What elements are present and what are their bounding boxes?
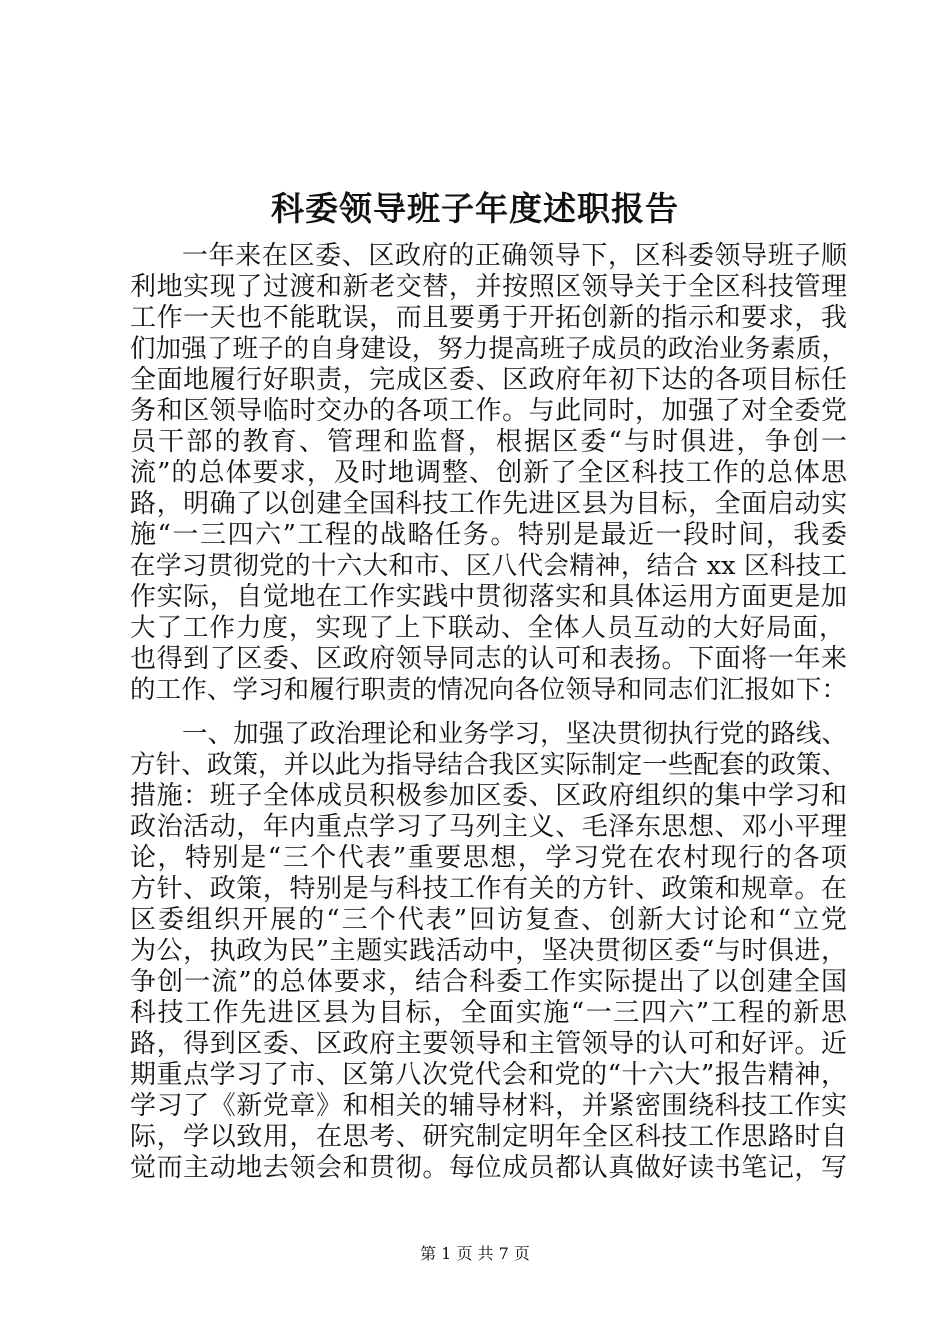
text-line: 方针、政策，并以此为指导结合我区实际制定一些配套的政策、 bbox=[130, 750, 847, 780]
text-line: 学习了《新党章》和相关的辅导材料，并紧密围绕科技工作实 bbox=[130, 1091, 847, 1121]
text-line: 的工作、学习和履行职责的情况向各位领导和同志们汇报如下： bbox=[130, 675, 847, 705]
document-title: 科委领导班子年度述职报告 bbox=[271, 189, 679, 228]
text-line: 措施：班子全体成员积极参加区委、区政府组织的集中学习和 bbox=[130, 781, 847, 811]
text-line: 在学习贯彻党的十六大和市、区八代会精神，结合 xx 区科技工 bbox=[130, 551, 847, 581]
text-line: 一年来在区委、区政府的正确领导下，区科委领导班子顺 bbox=[182, 241, 847, 271]
text-line: 工作一天也不能耽误，而且要勇于开拓创新的指示和要求，我 bbox=[130, 303, 847, 333]
text-line: 期重点学习了市、区第八次党代会和党的“十六大”报告精神， bbox=[130, 1060, 847, 1090]
text-line: 路，得到区委、区政府主要领导和主管领导的认可和好评。近 bbox=[130, 1029, 847, 1059]
text-line: 们加强了班子的自身建设，努力提高班子成员的政治业务素质， bbox=[130, 334, 847, 364]
text-line: 也得到了区委、区政府领导同志的认可和表扬。下面将一年来 bbox=[130, 644, 847, 674]
text-line: 论，特别是“三个代表”重要思想，学习党在农村现行的各项 bbox=[130, 843, 847, 873]
text-line: 利地实现了过渡和新老交替，并按照区领导关于全区科技管理 bbox=[130, 272, 847, 302]
text-line: 施“一三四六”工程的战略任务。特别是最近一段时间，我委 bbox=[130, 520, 847, 550]
text-line: 流”的总体要求，及时地调整、创新了全区科技工作的总体思 bbox=[130, 458, 847, 488]
text-line: 觉而主动地去领会和贯彻。每位成员都认真做好读书笔记，写 bbox=[130, 1153, 847, 1183]
text-line: 方针、政策，特别是与科技工作有关的方针、政策和规章。在 bbox=[130, 874, 847, 904]
text-line: 科技工作先进区县为目标，全面实施“一三四六”工程的新思 bbox=[130, 998, 847, 1028]
text-line: 大了工作力度，实现了上下联动、全体人员互动的大好局面， bbox=[130, 613, 846, 643]
text-line: 员干部的教育、管理和监督，根据区委“与时俱进，争创一 bbox=[130, 427, 847, 457]
text-line: 区委组织开展的“三个代表”回访复查、创新大讨论和“立党 bbox=[130, 905, 847, 935]
text-line: 务和区领导临时交办的各项工作。与此同时，加强了对全委党 bbox=[130, 396, 847, 426]
text-line: 政治活动，年内重点学习了马列主义、毛泽东思想、邓小平理 bbox=[130, 812, 847, 842]
text-line: 一、加强了政治理论和业务学习，坚决贯彻执行党的路线、 bbox=[182, 719, 847, 749]
text-line: 际，学以致用，在思考、研究制定明年全区科技工作思路时自 bbox=[130, 1122, 847, 1152]
page-number: 第 1 页 共 7 页 bbox=[420, 1244, 530, 1263]
text-line: 为公，执政为民”主题实践活动中，坚决贯彻区委“与时俱进， bbox=[130, 936, 847, 966]
text-line: 争创一流”的总体要求，结合科委工作实际提出了以创建全国 bbox=[130, 967, 847, 997]
text-line: 作实际，自觉地在工作实践中贯彻落实和具体运用方面更是加 bbox=[130, 582, 847, 612]
text-line: 路，明确了以创建全国科技工作先进区县为目标，全面启动实 bbox=[130, 489, 847, 519]
text-line: 全面地履行好职责，完成区委、区政府年初下达的各项目标任 bbox=[130, 365, 847, 395]
